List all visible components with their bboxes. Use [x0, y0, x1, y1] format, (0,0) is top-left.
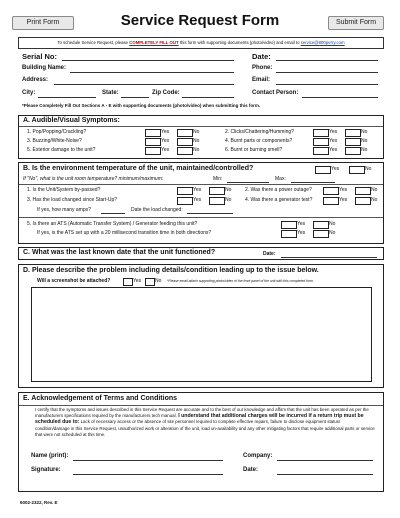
building-field[interactable] [70, 72, 234, 73]
generator-no-checkbox[interactable] [355, 197, 371, 205]
max-label: Max: [275, 176, 286, 182]
symptom-6-yes-checkbox[interactable] [313, 147, 329, 155]
phone-label: Phone: [252, 65, 273, 71]
last-date-field[interactable] [281, 257, 377, 258]
symptom-4-yes-checkbox[interactable] [313, 138, 329, 146]
no-label: No [225, 187, 232, 193]
symptom-3-label: 3. Buzzing/White-Noise? [27, 138, 82, 144]
company-label: Company: [243, 453, 273, 459]
load-no-checkbox[interactable] [209, 197, 225, 205]
screenshot-yes-checkbox[interactable] [123, 278, 133, 286]
load-yes-checkbox[interactable] [177, 197, 193, 205]
no-label: No [329, 221, 336, 227]
building-label: Building Name: [22, 65, 67, 71]
date-label: Date: [252, 52, 271, 61]
load-date-field[interactable] [187, 213, 233, 214]
env-no-checkbox[interactable] [349, 166, 365, 174]
no-label: No [193, 138, 200, 144]
name-label: Name (print): [31, 453, 69, 459]
outage-no-checkbox[interactable] [355, 187, 371, 195]
ats-transition-no-checkbox[interactable] [313, 230, 329, 238]
contact-label: Contact Person: [252, 90, 299, 96]
bypass-yes-checkbox[interactable] [177, 187, 193, 195]
no-label: No [225, 197, 232, 203]
serial-label: Serial No: [22, 52, 58, 61]
banner-text: To schedule Service Request, please [57, 40, 130, 45]
amps-field[interactable] [101, 213, 125, 214]
env-yes-checkbox[interactable] [315, 166, 331, 174]
no-label: No [329, 230, 336, 236]
terms-text-2: Lack of necessary access or the absence of site personnel required to complete effective repairs, failure to disclose equipment status/ condition/damage in this Service Request, unauthorized work or alteration of the unit, load un-availability and any other mitigating factors that require additional parts or service that were not scheduled at this time. [35, 419, 375, 437]
yes-label: Yes [161, 138, 170, 144]
symptom-5-label: 5. Exterior damage to the unit? [27, 147, 96, 153]
max-field[interactable] [291, 182, 335, 183]
section-b-title: B. Is the environment temperature of the unit, maintained/controlled? [23, 165, 254, 172]
symptom-4-no-checkbox[interactable] [345, 138, 361, 146]
zip-label: Zip Code: [152, 90, 180, 96]
symptom-3-no-checkbox[interactable] [177, 138, 193, 146]
section-b-divider-2 [19, 217, 383, 218]
phone-field[interactable] [276, 72, 378, 73]
company-field[interactable] [277, 460, 373, 461]
date-field[interactable] [276, 60, 378, 61]
outage-question: 2. Was there a power outage? [245, 187, 312, 193]
section-c-title: C. What was the last known date that the unit functioned? [23, 249, 216, 256]
email-label: Email: [252, 77, 271, 83]
form-revision: 6002-2322, Rev. E [20, 500, 58, 505]
zip-field[interactable] [182, 97, 234, 98]
yes-label: Yes [339, 187, 348, 193]
no-label: No [365, 166, 372, 172]
signature-date-label: Date: [243, 467, 259, 473]
terms-text-1: I certify that the symptoms and issues described in this Service Request are accurate and to the best of our knowledge and affirm that the unit has been operated as per the manufacturers specifications required by the manufacturers tech manual. [35, 407, 369, 419]
banner-text-mid: this form with supporting documents (photo/video) and email to [178, 40, 301, 45]
section-e [18, 392, 384, 492]
no-label: No [193, 129, 200, 135]
symptom-1-label: 1. Pop/Popping/Crackling? [27, 129, 87, 135]
min-field[interactable] [227, 182, 269, 183]
no-label: No [361, 147, 368, 153]
state-field[interactable] [121, 97, 149, 98]
ats-yes-checkbox[interactable] [281, 221, 297, 229]
name-field[interactable] [73, 460, 223, 461]
signature-label: Signature: [31, 467, 61, 473]
section-a-divider [19, 126, 383, 127]
section-d [18, 264, 384, 388]
yes-label: Yes [193, 187, 202, 193]
instructions-banner [18, 37, 384, 49]
section-a [18, 115, 384, 159]
yes-label: Yes [329, 147, 338, 153]
city-label: City: [22, 90, 36, 96]
load-question: 3. Has the load changed since Start-Up? [27, 197, 118, 203]
section-e-title: E. Acknowledgement of Terms and Conditions [23, 395, 178, 402]
contact-field[interactable] [302, 97, 378, 98]
address-label: Address: [22, 77, 49, 83]
yes-label: Yes [329, 138, 338, 144]
city-field[interactable] [38, 97, 96, 98]
print-form-button[interactable]: Print Form [12, 16, 74, 30]
yes-label: Yes [297, 221, 306, 227]
last-date-label: Date: [263, 251, 276, 257]
no-label: No [361, 138, 368, 144]
service-email-link[interactable]: service@800perry.com [300, 40, 345, 45]
no-label: No [361, 129, 368, 135]
symptom-1-no-checkbox[interactable] [177, 129, 193, 137]
min-label: Min: [213, 176, 223, 182]
attachment-note: *Please email attach supporting photo/video of the front panel of the unit with this completed form. [167, 278, 314, 283]
ats-question: 5. Is there an ATS (Automatic Transfer System) / Generator feeding this unit? [27, 221, 198, 227]
generator-question: 4. Was there a generator test? [245, 197, 313, 203]
terms-text [35, 407, 375, 438]
symptom-6-no-checkbox[interactable] [345, 147, 361, 155]
ats-transition-yes-checkbox[interactable] [281, 230, 297, 238]
state-label: State: [102, 90, 119, 96]
signature-field[interactable] [73, 474, 223, 475]
yes-label: Yes [133, 278, 142, 284]
outage-yes-checkbox[interactable] [323, 187, 339, 195]
yes-label: Yes [161, 147, 170, 153]
no-label: No [155, 278, 162, 284]
yes-label: Yes [297, 230, 306, 236]
yes-label: Yes [193, 197, 202, 203]
submit-form-button[interactable]: Submit Form [328, 16, 384, 30]
temp-question: If "No", what is the unit room temperature? minimum/maximum: [23, 176, 164, 182]
symptom-2-yes-checkbox[interactable] [313, 129, 329, 137]
section-d-title: D. Please describe the problem including details/condition leading up to the issue below. [23, 267, 319, 274]
symptom-4-label: 4. Burnt parts or components? [225, 138, 293, 144]
symptom-5-yes-checkbox[interactable] [145, 147, 161, 155]
no-label: No [193, 147, 200, 153]
generator-yes-checkbox[interactable] [323, 197, 339, 205]
symptom-5-no-checkbox[interactable] [177, 147, 193, 155]
section-a-title: A. Audible/Visual Symptoms: [23, 117, 120, 124]
sections-note: *Please Completely Fill Out Sections A - E with supporting documents (photo/video) when submitting this form. [22, 103, 261, 108]
banner-emphasis: COMPLETELY FILL OUT [129, 40, 179, 45]
bypass-question: 1. Is the Unit/System by-passed? [27, 187, 101, 193]
address-field[interactable] [54, 84, 234, 85]
yes-label: Yes [339, 197, 348, 203]
symptom-1-yes-checkbox[interactable] [145, 129, 161, 137]
yes-label: Yes [161, 129, 170, 135]
ats-no-checkbox[interactable] [313, 221, 329, 229]
section-b [18, 162, 384, 244]
screenshot-no-checkbox[interactable] [145, 278, 155, 286]
yes-label: Yes [329, 129, 338, 135]
section-c [18, 247, 384, 260]
symptom-3-yes-checkbox[interactable] [145, 138, 161, 146]
bypass-no-checkbox[interactable] [209, 187, 225, 195]
yes-label: Yes [331, 166, 340, 172]
form-title: Service Request Form [120, 12, 280, 29]
symptom-2-no-checkbox[interactable] [345, 129, 361, 137]
symptom-2-label: 2. Clicks/Chattering/Humming? [225, 129, 294, 135]
terms-text-bold: I understand that additional charges will be incurred if a return trip must be scheduled due to: [35, 413, 364, 426]
section-e-divider [19, 405, 383, 406]
signature-date-field[interactable] [277, 474, 373, 475]
serial-field[interactable] [62, 60, 234, 61]
no-label: No [371, 197, 378, 203]
ats-transition-question: If yes, is the ATS set up with a 20 millisecond transition time in both directions? [37, 230, 212, 236]
load-date-label: Date the load changed: [131, 207, 183, 213]
screenshot-question: Will a screenshot be attached? [37, 278, 111, 284]
problem-description-textarea[interactable] [31, 287, 372, 382]
no-label: No [371, 187, 378, 193]
symptom-6-label: 6. Burnt or burning smell? [225, 147, 283, 153]
amps-label: If yes, how many amps? [37, 207, 91, 213]
section-b-divider [19, 184, 383, 185]
email-field[interactable] [276, 84, 378, 85]
